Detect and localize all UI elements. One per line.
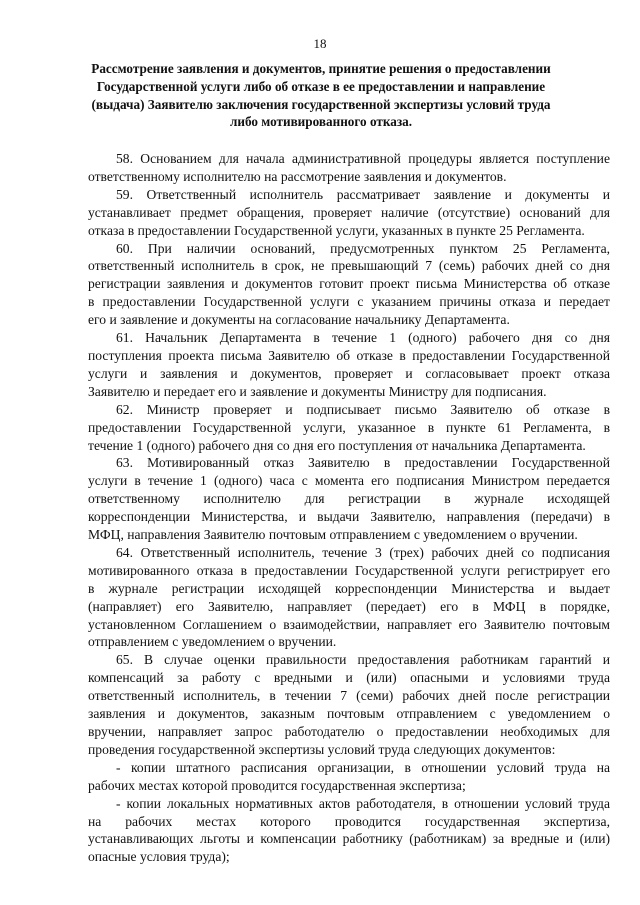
paragraph-line: в предоставлении Государственной услуги с указанием причины отказа и передает [88, 294, 610, 310]
paragraph-line: МФЦ, направления Заявителю почтовым отправлением с уведомлением о вручении. [88, 527, 578, 543]
paragraph-line: установленном Соглашением о взаимодействии, направляет его Заявителю почтовым [88, 616, 610, 632]
paragraph-line: регистрации заявления и документов готовит проект письма Министерства об отказе [88, 276, 610, 292]
paragraph-line: ответственный исполнитель, в течении 7 (семи) рабочих дней после регистрации [88, 688, 610, 704]
paragraph-line: 63. Мотивированный отказ Заявителю в предоставлении Государственной [116, 455, 610, 471]
paragraph-line: проведения государственной экспертизы условий труда следующих документов: [88, 741, 556, 757]
paragraph-line: опасные условия труда); [88, 849, 230, 865]
paragraph-line: устанавливающих льготы и компенсации работнику (работникам) за вредные и (или) [88, 831, 610, 847]
paragraph-line: 58. Основанием для начала административной процедуры является поступление [116, 151, 610, 166]
paragraph-line: 61. Начальник Департамента в течение 1 (одного) рабочего дня со дня [116, 330, 610, 346]
paragraph-line: ответственный исполнитель в срок, не превышающий 7 (семь) рабочих дней со дня [88, 258, 610, 274]
paragraph-line: вручении, направляет запрос работодателю о предоставлении необходимых для [88, 724, 610, 739]
paragraph-line: (направляет) его Заявителю, направляет (передает) его в МФЦ в порядке, [88, 598, 610, 614]
heading-line: (выдача) Заявителю заключения государственной экспертизы условий труда [91, 96, 551, 112]
paragraph-line: 65. В случае оценки правильности предоставления работникам гарантий и [116, 652, 610, 668]
paragraph-line: поступления проекта письма Заявителю об отказе в предоставлении Государственной [88, 347, 610, 363]
paragraph-line: на рабочих местах которого проводится государственная экспертиза, [88, 813, 610, 829]
paragraph-line: 60. При наличии оснований, предусмотренных пунктом 25 Регламента, [116, 240, 610, 256]
paragraph-line: 64. Ответственный исполнитель, течение 3 (трех) рабочих дней со подписания [116, 544, 610, 560]
page-number: 18 [313, 36, 327, 51]
paragraph-line: корреспонденции Министерства, и выдачи Заявителю, направления (передачи) в [88, 509, 610, 525]
paragraph-line: мотивированного отказа в предоставлении Государственной услуги регистрирует его [88, 562, 610, 578]
paragraph-line: 62. Министр проверяет и подписывает письмо Заявителю об отказе в [116, 401, 610, 417]
paragraph-line: устанавливает предмет обращения, проверяет наличие (отсутствие) оснований для [88, 204, 610, 220]
paragraph-line: - копии локальных нормативных актов работодателя, в отношении условий труда [116, 795, 610, 811]
paragraph-line: заявления и документов, заказным почтовым отправлением с уведомлением о [88, 706, 610, 722]
heading-line: Государственной услуги либо об отказе в ее предоставлении и направление [96, 78, 546, 94]
heading-line: либо мотивированного отказа. [229, 114, 413, 130]
paragraph-line: предоставлении Государственной услуги, указанное в пункте 61 Регламента, в [88, 419, 610, 435]
paragraph-line: услуги в течение 1 (одного) часа с момента его подписания Министром передается [88, 473, 610, 489]
heading-line: Рассмотрение заявления и документов, принятие решения о предоставлении [91, 61, 551, 76]
paragraph-line: компенсаций за работу с вредными и (или) опасными и условиями труда [88, 670, 610, 686]
paragraph-line: рабочих местах которой проводится государственная экспертиза; [88, 777, 466, 793]
paragraph-line: отправлением с уведомлением о вручении. [88, 634, 337, 650]
paragraph-line: 59. Ответственный исполнитель рассматривает заявление и документы и [116, 186, 610, 202]
body-text [88, 150, 610, 866]
paragraph-line: ответственному исполнителю на рассмотрение заявления и документов. [88, 168, 507, 184]
paragraph-line: ответственному исполнителю для регистрации в журнале исходящей [88, 491, 610, 507]
paragraph-line: в журнале регистрации исходящей корреспонденции Министерства и выдает [88, 580, 610, 596]
paragraph-line: его и заявление и документы на согласование начальнику Департамента. [88, 312, 510, 328]
paragraph-line: отказа в предоставлении Государственной услуги, указанных в пункте 25 Регламента. [88, 222, 585, 238]
paragraph-line: услуги и заявления и документов, проверяет и согласовывает проект отказа [88, 365, 610, 381]
section-heading [70, 60, 572, 131]
paragraph-line: - копии штатного расписания организации, в отношении условий труда на [116, 759, 610, 775]
paragraph-line: Заявителю и передает его и заявление и документы Министру для подписания. [88, 383, 547, 399]
paragraph-line: течение 1 (одного) рабочего дня со дня его поступления от начальника Департамента. [88, 437, 586, 453]
